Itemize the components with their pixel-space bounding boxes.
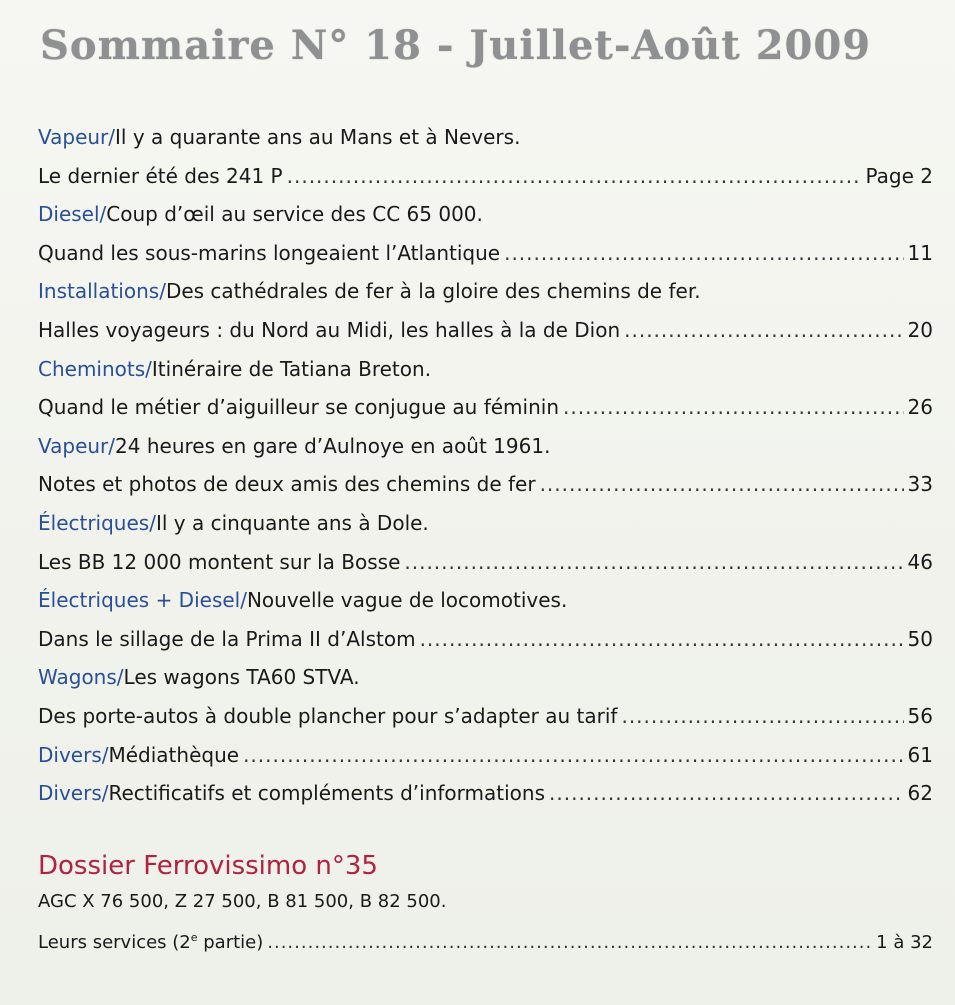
entry-line — [38, 388, 933, 427]
entry-text: Quand le métier d’aiguilleur se conjugue au féminin — [38, 395, 559, 420]
entry-page: 61 — [907, 742, 933, 767]
dossier-section — [38, 848, 933, 956]
toc-entry — [38, 350, 933, 427]
dossier-page: 1 à 32 — [876, 932, 933, 953]
entry-subtitle: Itinéraire de Tatiana Breton. — [151, 356, 432, 381]
entry-heading — [38, 658, 933, 697]
entry-category: Divers/ — [38, 781, 109, 806]
entry-heading — [38, 195, 933, 234]
toc-entry — [38, 118, 933, 195]
entry-text: Des porte-autos à double plancher pour s’adapter au tarif — [38, 703, 618, 728]
entry-text: Quand les sous-marins longeaient l’Atlantique — [38, 240, 501, 265]
toc-entry — [38, 272, 933, 349]
entry-line — [38, 234, 933, 273]
toc-entry — [38, 504, 933, 581]
entry-line — [38, 465, 933, 504]
entry-line — [38, 311, 933, 350]
entry-category: Vapeur/ — [38, 433, 116, 458]
entry-text: Notes et photos de deux amis des chemins de fer — [38, 472, 536, 497]
table-of-contents — [38, 118, 933, 813]
entry-category: Électriques + Diesel/ — [38, 588, 247, 613]
dot-leader — [563, 388, 904, 427]
dot-leader — [504, 234, 903, 273]
entry-category: Vapeur/ — [38, 125, 116, 149]
entry-page: 46 — [907, 549, 933, 574]
toc-entry — [38, 658, 933, 735]
entry-subtitle: 24 heures en gare d’Aulnoye en août 1961. — [115, 433, 551, 458]
entry-heading — [38, 118, 933, 157]
toc-single-entry — [38, 774, 933, 813]
entry-text: Halles voyageurs : du Nord au Midi, les halles à la de Dion — [38, 317, 621, 342]
entry-text: Le dernier été des 241 P — [38, 163, 283, 188]
entry-category: Divers/ — [38, 742, 109, 767]
dot-leader — [287, 157, 862, 196]
entry-page: Page 2 — [865, 163, 933, 188]
entry-subtitle: Les wagons TA60 STVA. — [123, 665, 360, 690]
entry-page: 20 — [907, 317, 933, 342]
toc-single-entry — [38, 736, 933, 775]
entry-text: Dans le sillage de la Prima II d’Alstom — [38, 626, 416, 651]
entry-category: Wagons/ — [38, 665, 124, 690]
entry-page: 33 — [907, 472, 933, 497]
entry-page: 62 — [907, 781, 933, 806]
entry-text: Les BB 12 000 montent sur la Bosse — [38, 549, 401, 574]
entry-heading — [38, 504, 933, 543]
entry-subtitle: Il y a cinquante ans à Dole. — [155, 510, 429, 535]
entry-line — [38, 543, 933, 582]
entry-page: 26 — [907, 395, 933, 420]
entry-heading — [38, 427, 933, 466]
dot-leader — [404, 543, 903, 582]
entry-line — [38, 157, 933, 196]
toc-entry — [38, 427, 933, 504]
dot-leader — [549, 774, 904, 813]
dot-leader — [540, 465, 904, 504]
toc-entry — [38, 581, 933, 658]
dossier-line — [38, 920, 933, 956]
entry-category: Installations/ — [38, 279, 166, 304]
dossier-title: Dossier Ferrovissimo n°35 — [38, 851, 378, 881]
entry-subtitle: Coup d’œil au service des CC 65 000. — [106, 202, 483, 227]
dot-leader — [621, 697, 903, 736]
entry-page: 50 — [907, 626, 933, 651]
entry-page: 56 — [907, 703, 933, 728]
dot-leader — [267, 925, 872, 961]
entry-category: Électriques/ — [38, 510, 156, 535]
dot-leader — [624, 311, 903, 350]
dossier-text: Leurs services (2e partie) — [38, 931, 264, 953]
entry-category: Diesel/ — [38, 202, 107, 227]
entry-subtitle: Des cathédrales de fer à la gloire des chemins de fer. — [165, 279, 701, 304]
toc-entry — [38, 195, 933, 272]
dot-leader — [243, 736, 903, 775]
entry-text: Médiathèque — [108, 742, 240, 767]
entry-category: Cheminots/ — [38, 356, 152, 381]
page-title: Sommaire N° 18 - Juillet-Août 2009 — [40, 22, 872, 69]
entry-page: 11 — [907, 240, 933, 265]
dot-leader — [420, 620, 904, 659]
entry-heading — [38, 272, 933, 311]
entry-heading — [38, 350, 933, 389]
entry-subtitle: Il y a quarante ans au Mans et à Nevers. — [115, 125, 521, 149]
entry-subtitle: Nouvelle vague de locomotives. — [246, 588, 568, 613]
entry-line — [38, 620, 933, 659]
dossier-subtitle: AGC X 76 500, Z 27 500, B 81 500, B 82 500. — [38, 891, 447, 912]
entry-text: Rectificatifs et compléments d’informations — [108, 781, 546, 806]
entry-heading — [38, 581, 933, 620]
entry-line — [38, 697, 933, 736]
